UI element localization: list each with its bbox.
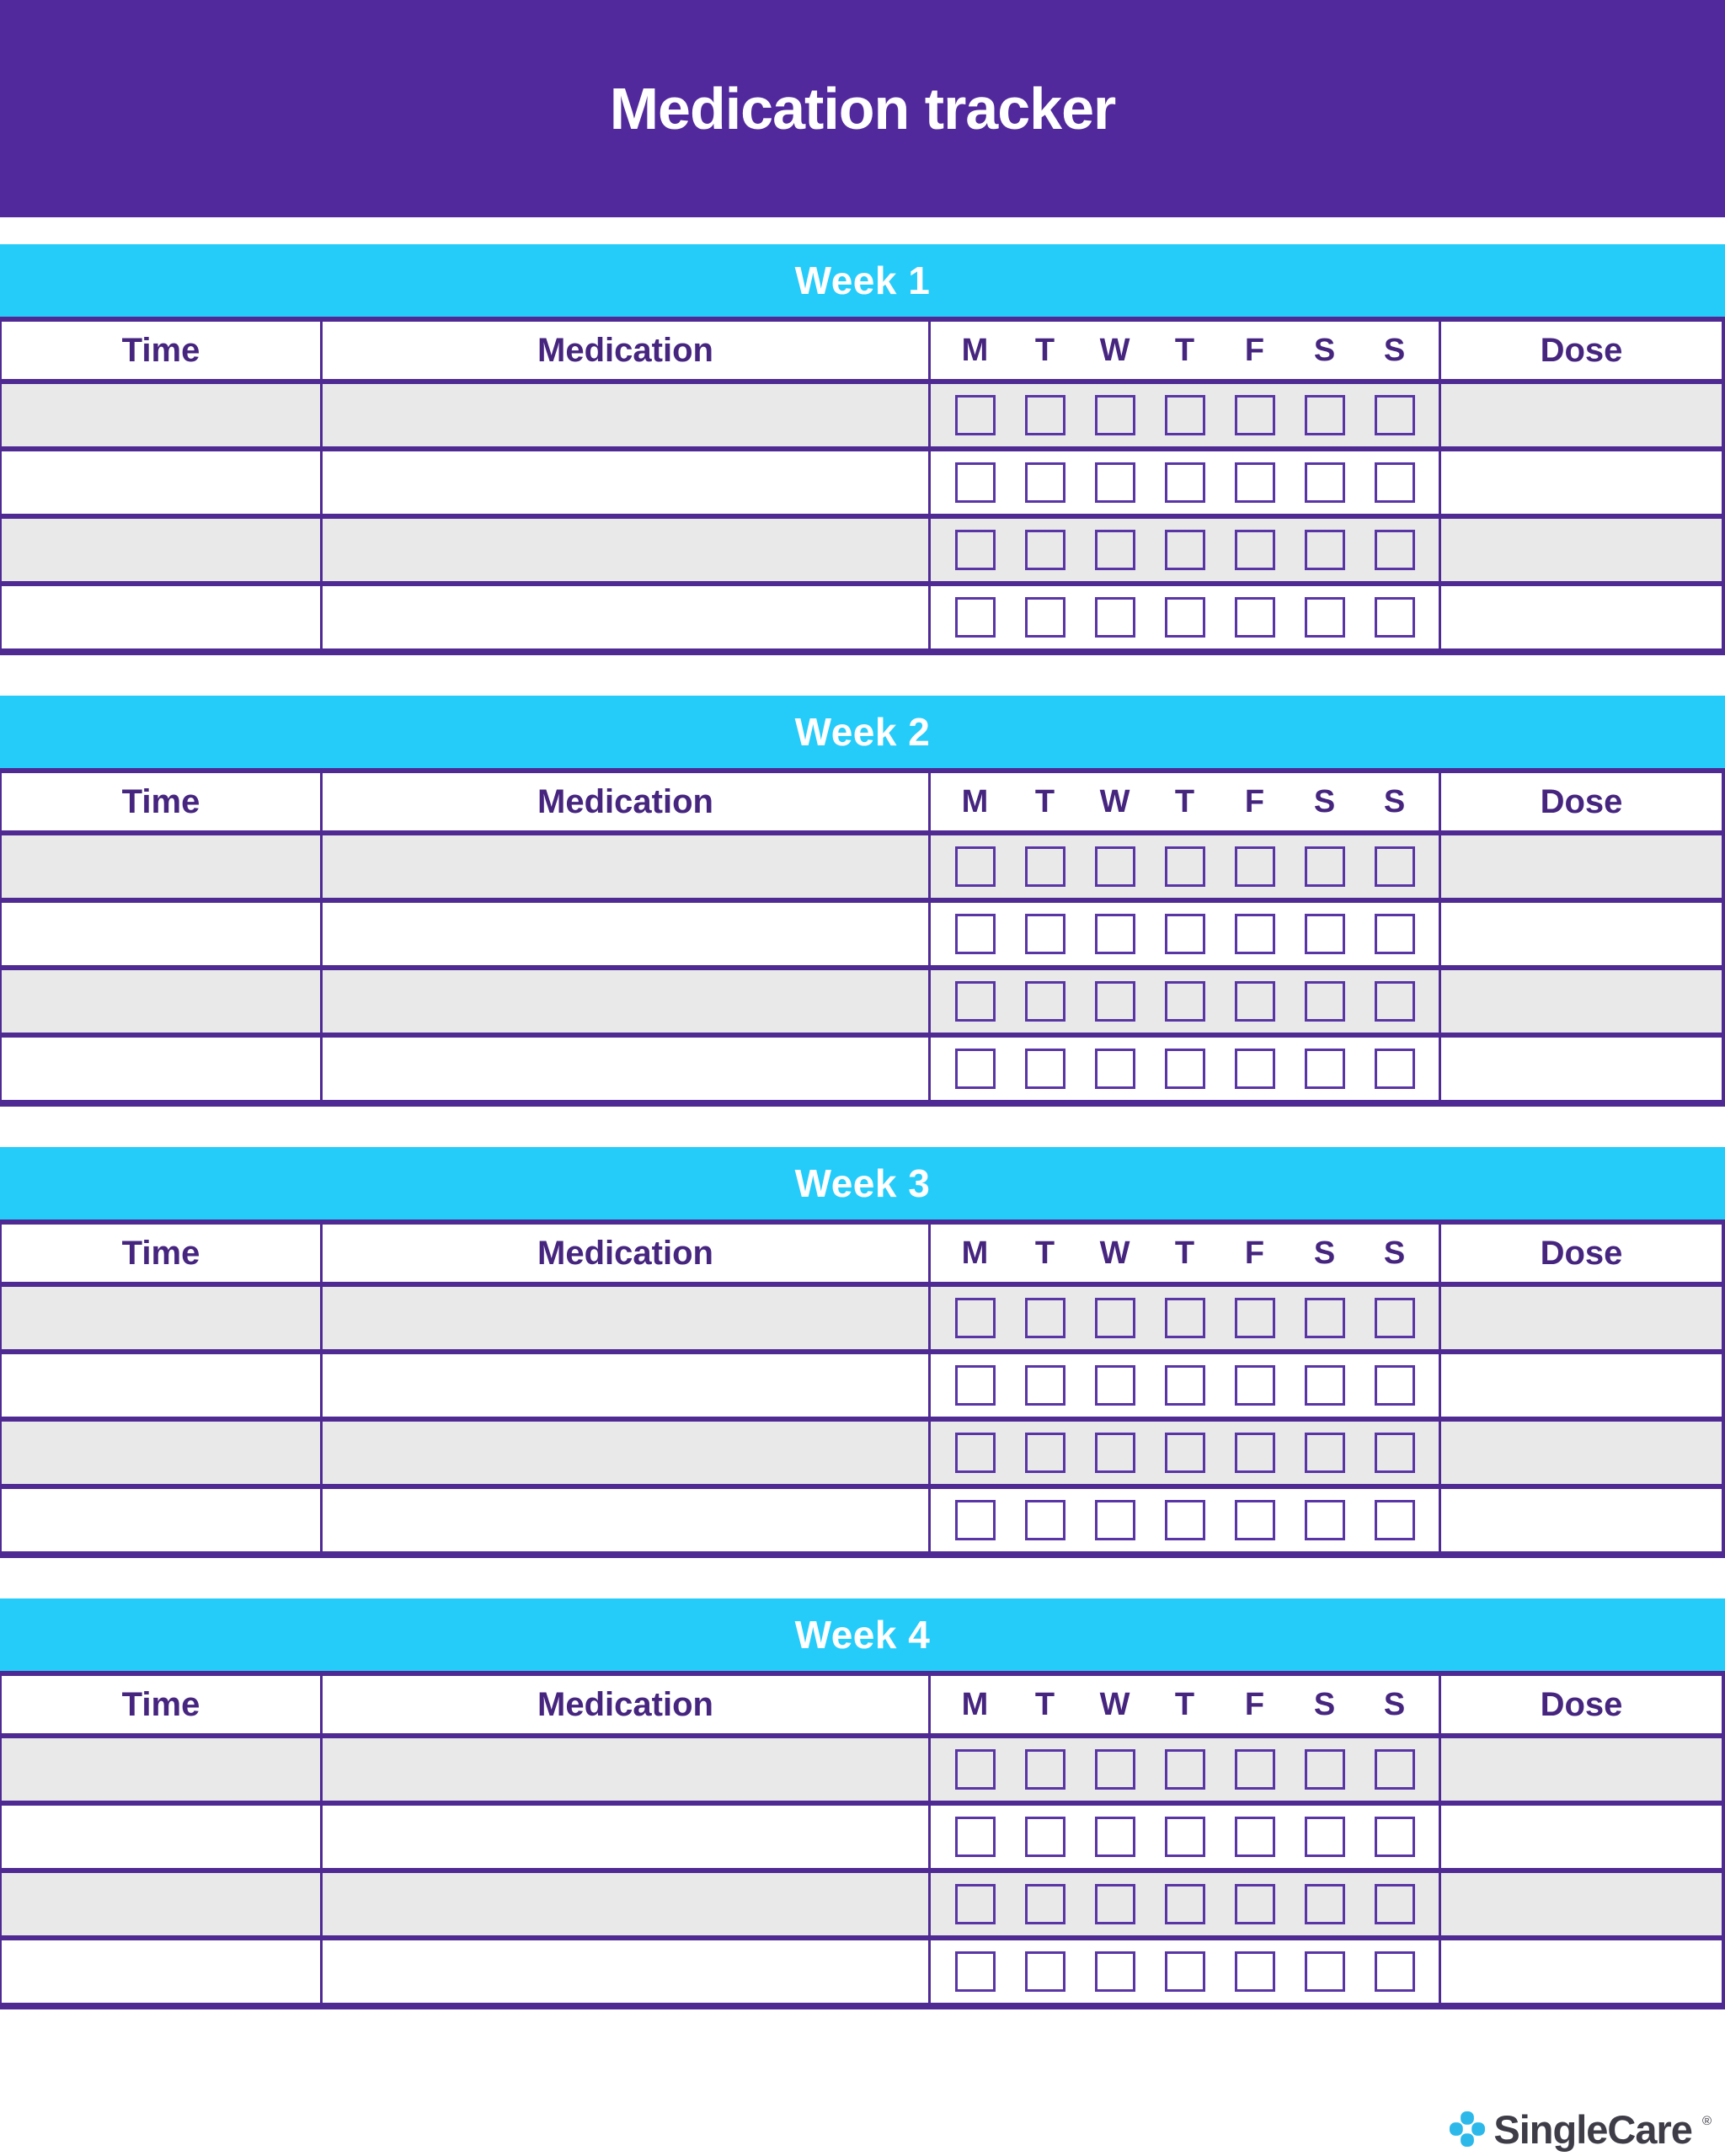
day-checkbox-thu[interactable] <box>1165 1365 1205 1406</box>
day-letter-thu: T <box>1174 1235 1195 1271</box>
table-header-row <box>2 322 1722 379</box>
time-cell[interactable] <box>2 1806 320 1868</box>
medication-cell[interactable] <box>320 519 928 581</box>
medication-cell[interactable] <box>320 1354 928 1417</box>
col-header-days <box>928 773 1439 830</box>
day-checkbox-wed[interactable] <box>1095 846 1135 887</box>
table-row <box>2 1733 1722 1801</box>
day-checkbox-sat[interactable] <box>1305 1884 1345 1924</box>
days-cell <box>928 1940 1439 2003</box>
brand-name: SingleCare <box>1493 2106 1692 2152</box>
day-checkbox-sat[interactable] <box>1305 1817 1345 1857</box>
day-checkbox-thu[interactable] <box>1165 1433 1205 1473</box>
day-checkbox-mon[interactable] <box>955 395 996 435</box>
day-checkbox-fri[interactable] <box>1235 1049 1275 1089</box>
dose-cell[interactable] <box>1439 1873 1722 1935</box>
day-checkbox-tue[interactable] <box>1025 462 1065 503</box>
day-checkbox-tue[interactable] <box>1025 1749 1065 1790</box>
time-cell[interactable] <box>2 586 320 648</box>
day-checkbox-sat[interactable] <box>1305 1433 1345 1473</box>
table-row <box>2 1349 1722 1417</box>
day-checkbox-wed[interactable] <box>1095 1884 1135 1924</box>
day-checkbox-thu[interactable] <box>1165 981 1205 1022</box>
day-checkbox-wed[interactable] <box>1095 530 1135 570</box>
day-checkbox-mon[interactable] <box>955 914 996 954</box>
table-row <box>2 514 1722 581</box>
day-letter-sat: S <box>1313 332 1336 368</box>
day-letter-mon: M <box>961 1235 989 1271</box>
medication-cell[interactable] <box>320 586 928 648</box>
time-cell[interactable] <box>2 519 320 581</box>
day-checkbox-thu[interactable] <box>1165 597 1205 638</box>
footer <box>1450 2107 1712 2151</box>
day-checkbox-wed[interactable] <box>1095 1951 1135 1992</box>
table-row <box>2 1868 1722 1935</box>
medication-cell[interactable] <box>320 1038 928 1100</box>
days-cell <box>928 1806 1439 1868</box>
day-checkbox-fri[interactable] <box>1235 1951 1275 1992</box>
day-checkbox-thu[interactable] <box>1165 462 1205 503</box>
dose-cell[interactable] <box>1439 835 1722 898</box>
col-header-medication: Medication <box>320 322 928 379</box>
day-checkbox-tue[interactable] <box>1025 530 1065 570</box>
medication-cell[interactable] <box>320 1422 928 1484</box>
day-checkbox-mon[interactable] <box>955 1298 996 1338</box>
day-checkbox-thu[interactable] <box>1165 1500 1205 1540</box>
col-header-time: Time <box>121 331 200 369</box>
medication-table <box>0 1676 1725 2009</box>
week-banner <box>0 696 1725 773</box>
day-checkbox-sun[interactable] <box>1375 530 1415 570</box>
table-row <box>2 1801 1722 1868</box>
day-checkbox-tue[interactable] <box>1025 846 1065 887</box>
col-header-time: Time <box>121 782 200 820</box>
medication-table <box>0 773 1725 1107</box>
day-checkbox-mon[interactable] <box>955 846 996 887</box>
day-checkbox-fri[interactable] <box>1235 1500 1275 1540</box>
day-checkbox-fri[interactable] <box>1235 395 1275 435</box>
dose-cell[interactable] <box>1439 1287 1722 1349</box>
day-checkbox-wed[interactable] <box>1095 1049 1135 1089</box>
day-checkbox-thu[interactable] <box>1165 1951 1205 1992</box>
day-checkbox-mon[interactable] <box>955 462 996 503</box>
day-letter-fri: F <box>1244 1686 1265 1722</box>
day-checkbox-mon[interactable] <box>955 1884 996 1924</box>
time-cell[interactable] <box>2 1354 320 1417</box>
day-checkbox-tue[interactable] <box>1025 914 1065 954</box>
day-checkbox-sun[interactable] <box>1375 914 1415 954</box>
day-checkbox-wed[interactable] <box>1095 1365 1135 1406</box>
dose-cell[interactable] <box>1439 1489 1722 1551</box>
table-row <box>2 1484 1722 1551</box>
days-cell <box>928 1873 1439 1935</box>
table-row <box>2 1282 1722 1349</box>
col-header-medication: Medication <box>320 773 928 830</box>
days-cell <box>928 1422 1439 1484</box>
day-checkbox-mon[interactable] <box>955 981 996 1022</box>
day-checkbox-wed[interactable] <box>1095 597 1135 638</box>
day-checkbox-fri[interactable] <box>1235 1817 1275 1857</box>
day-checkbox-sat[interactable] <box>1305 395 1345 435</box>
day-checkbox-wed[interactable] <box>1095 914 1135 954</box>
day-letter-sun: S <box>1383 1235 1406 1271</box>
days-cell <box>928 903 1439 965</box>
day-checkbox-tue[interactable] <box>1025 1298 1065 1338</box>
medication-table <box>0 1225 1725 1558</box>
day-checkbox-sat[interactable] <box>1305 1951 1345 1992</box>
day-checkbox-mon[interactable] <box>955 1817 996 1857</box>
medication-cell[interactable] <box>320 1940 928 2003</box>
day-letter-fri: F <box>1244 783 1265 819</box>
day-checkbox-sat[interactable] <box>1305 1500 1345 1540</box>
time-cell[interactable] <box>2 384 320 446</box>
day-checkbox-thu[interactable] <box>1165 1749 1205 1790</box>
day-letter-mon: M <box>961 1686 989 1722</box>
col-header-time: Time <box>121 1234 200 1272</box>
time-cell[interactable] <box>2 1873 320 1935</box>
dose-cell[interactable] <box>1439 451 1722 514</box>
day-letter-sun: S <box>1383 1686 1406 1722</box>
medication-cell[interactable] <box>320 1287 928 1349</box>
days-cell <box>928 835 1439 898</box>
col-header-dose: Dose <box>1439 322 1722 379</box>
day-checkbox-sat[interactable] <box>1305 914 1345 954</box>
week-section-1 <box>0 244 1725 655</box>
day-checkbox-fri[interactable] <box>1235 530 1275 570</box>
day-checkbox-wed[interactable] <box>1095 1298 1135 1338</box>
table-row <box>2 1033 1722 1100</box>
day-letter-wed: W <box>1099 1686 1130 1722</box>
medication-cell[interactable] <box>320 1738 928 1801</box>
col-header-time: Time <box>121 1685 200 1723</box>
day-checkbox-tue[interactable] <box>1025 1433 1065 1473</box>
dose-cell[interactable] <box>1439 1738 1722 1801</box>
day-letter-sat: S <box>1313 1235 1336 1271</box>
day-checkbox-sun[interactable] <box>1375 1365 1415 1406</box>
week-section-2 <box>0 696 1725 1107</box>
day-checkbox-mon[interactable] <box>955 1049 996 1089</box>
day-checkbox-thu[interactable] <box>1165 1884 1205 1924</box>
day-letter-thu: T <box>1174 332 1195 368</box>
table-row <box>2 379 1722 446</box>
day-checkbox-fri[interactable] <box>1235 1298 1275 1338</box>
day-letter-mon: M <box>961 783 989 819</box>
day-checkbox-fri[interactable] <box>1235 597 1275 638</box>
day-checkbox-mon[interactable] <box>955 1500 996 1540</box>
table-row <box>2 898 1722 965</box>
table-row <box>2 1417 1722 1484</box>
day-checkbox-sat[interactable] <box>1305 1049 1345 1089</box>
day-checkbox-thu[interactable] <box>1165 914 1205 954</box>
day-letter-sat: S <box>1313 1686 1336 1722</box>
day-checkbox-mon[interactable] <box>955 597 996 638</box>
medication-cell[interactable] <box>320 903 928 965</box>
day-checkbox-sun[interactable] <box>1375 1500 1415 1540</box>
day-checkbox-sat[interactable] <box>1305 530 1345 570</box>
week-label: Week 1 <box>794 259 931 302</box>
day-letter-sun: S <box>1383 783 1406 819</box>
day-letter-thu: T <box>1174 1686 1195 1722</box>
day-checkbox-wed[interactable] <box>1095 462 1135 503</box>
day-checkbox-sun[interactable] <box>1375 981 1415 1022</box>
day-letter-tue: T <box>1034 1235 1055 1271</box>
medication-cell[interactable] <box>320 451 928 514</box>
day-checkbox-tue[interactable] <box>1025 1817 1065 1857</box>
medication-cell[interactable] <box>320 1489 928 1551</box>
day-checkbox-fri[interactable] <box>1235 1884 1275 1924</box>
day-checkbox-tue[interactable] <box>1025 1365 1065 1406</box>
time-cell[interactable] <box>2 970 320 1033</box>
week-banner <box>0 244 1725 322</box>
day-checkbox-sun[interactable] <box>1375 1049 1415 1089</box>
days-cell <box>928 586 1439 648</box>
col-header-days <box>928 322 1439 379</box>
day-checkbox-wed[interactable] <box>1095 1817 1135 1857</box>
time-cell[interactable] <box>2 451 320 514</box>
medication-cell[interactable] <box>320 1806 928 1868</box>
time-cell[interactable] <box>2 1738 320 1801</box>
day-checkbox-sat[interactable] <box>1305 981 1345 1022</box>
days-cell <box>928 519 1439 581</box>
days-cell <box>928 1489 1439 1551</box>
day-letter-fri: F <box>1244 1235 1265 1271</box>
table-header-row <box>2 773 1722 830</box>
week-label: Week 2 <box>794 710 931 754</box>
time-cell[interactable] <box>2 1940 320 2003</box>
table-header-row <box>2 1225 1722 1282</box>
day-letter-mon: M <box>961 332 989 368</box>
col-header-dose: Dose <box>1439 1225 1722 1282</box>
day-checkbox-sun[interactable] <box>1375 1951 1415 1992</box>
day-letter-fri: F <box>1244 332 1265 368</box>
day-checkbox-thu[interactable] <box>1165 530 1205 570</box>
day-checkbox-fri[interactable] <box>1235 846 1275 887</box>
table-row <box>2 446 1722 514</box>
day-checkbox-tue[interactable] <box>1025 1049 1065 1089</box>
day-checkbox-sat[interactable] <box>1305 1298 1345 1338</box>
day-letter-wed: W <box>1099 1235 1130 1271</box>
day-checkbox-sat[interactable] <box>1305 1365 1345 1406</box>
medication-cell[interactable] <box>320 1873 928 1935</box>
col-header-days <box>928 1225 1439 1282</box>
day-checkbox-sat[interactable] <box>1305 1749 1345 1790</box>
day-letter-tue: T <box>1034 783 1055 819</box>
dose-cell[interactable] <box>1439 1422 1722 1484</box>
time-cell[interactable] <box>2 835 320 898</box>
day-checkbox-sun[interactable] <box>1375 1884 1415 1924</box>
day-checkbox-fri[interactable] <box>1235 1749 1275 1790</box>
day-checkbox-tue[interactable] <box>1025 1500 1065 1540</box>
day-checkbox-wed[interactable] <box>1095 395 1135 435</box>
medication-cell[interactable] <box>320 384 928 446</box>
col-header-days <box>928 1676 1439 1733</box>
day-checkbox-mon[interactable] <box>955 1433 996 1473</box>
day-checkbox-tue[interactable] <box>1025 395 1065 435</box>
medication-table <box>0 322 1725 655</box>
day-checkbox-tue[interactable] <box>1025 1884 1065 1924</box>
table-header-row <box>2 1676 1722 1733</box>
day-checkbox-sat[interactable] <box>1305 597 1345 638</box>
day-checkbox-thu[interactable] <box>1165 1817 1205 1857</box>
days-cell <box>928 384 1439 446</box>
dose-cell[interactable] <box>1439 1806 1722 1868</box>
weeks-container <box>0 244 1725 2009</box>
days-cell <box>928 1354 1439 1417</box>
time-cell[interactable] <box>2 1489 320 1551</box>
table-row <box>2 965 1722 1033</box>
day-checkbox-wed[interactable] <box>1095 1749 1135 1790</box>
day-letter-wed: W <box>1099 783 1130 819</box>
day-checkbox-sun[interactable] <box>1375 1298 1415 1338</box>
day-checkbox-mon[interactable] <box>955 530 996 570</box>
day-checkbox-fri[interactable] <box>1235 1365 1275 1406</box>
week-section-3 <box>0 1147 1725 1558</box>
dose-cell[interactable] <box>1439 586 1722 648</box>
singlecare-logo-icon <box>1450 2111 1485 2147</box>
day-checkbox-sun[interactable] <box>1375 1433 1415 1473</box>
dose-cell[interactable] <box>1439 384 1722 446</box>
day-checkbox-mon[interactable] <box>955 1365 996 1406</box>
days-cell <box>928 1287 1439 1349</box>
table-row <box>2 830 1722 898</box>
day-checkbox-mon[interactable] <box>955 1749 996 1790</box>
medication-cell[interactable] <box>320 970 928 1033</box>
day-checkbox-thu[interactable] <box>1165 395 1205 435</box>
day-checkbox-wed[interactable] <box>1095 1500 1135 1540</box>
day-letter-sat: S <box>1313 783 1336 819</box>
table-row <box>2 581 1722 648</box>
col-header-medication: Medication <box>320 1676 928 1733</box>
col-header-dose: Dose <box>1439 1676 1722 1733</box>
day-letter-tue: T <box>1034 1686 1055 1722</box>
days-cell <box>928 1038 1439 1100</box>
day-letter-tue: T <box>1034 332 1055 368</box>
week-label: Week 4 <box>794 1613 931 1657</box>
days-cell <box>928 970 1439 1033</box>
day-checkbox-tue[interactable] <box>1025 1951 1065 1992</box>
day-checkbox-thu[interactable] <box>1165 1049 1205 1089</box>
day-checkbox-wed[interactable] <box>1095 981 1135 1022</box>
week-banner <box>0 1598 1725 1676</box>
time-cell[interactable] <box>2 1422 320 1484</box>
day-letter-wed: W <box>1099 332 1130 368</box>
dose-cell[interactable] <box>1439 1940 1722 2003</box>
day-checkbox-sat[interactable] <box>1305 846 1345 887</box>
week-label: Week 3 <box>794 1161 931 1205</box>
day-checkbox-fri[interactable] <box>1235 914 1275 954</box>
day-checkbox-mon[interactable] <box>955 1951 996 1992</box>
col-header-medication: Medication <box>320 1225 928 1282</box>
day-checkbox-sun[interactable] <box>1375 597 1415 638</box>
registered-mark: ® <box>1701 2114 1712 2128</box>
dose-cell[interactable] <box>1439 970 1722 1033</box>
day-checkbox-sun[interactable] <box>1375 1749 1415 1790</box>
day-checkbox-sun[interactable] <box>1375 395 1415 435</box>
page-title: Medication tracker <box>609 76 1116 141</box>
day-checkbox-fri[interactable] <box>1235 1433 1275 1473</box>
day-checkbox-thu[interactable] <box>1165 846 1205 887</box>
day-letter-sun: S <box>1383 332 1406 368</box>
week-section-4 <box>0 1598 1725 2009</box>
day-checkbox-wed[interactable] <box>1095 1433 1135 1473</box>
day-checkbox-sun[interactable] <box>1375 1817 1415 1857</box>
day-checkbox-tue[interactable] <box>1025 597 1065 638</box>
day-checkbox-fri[interactable] <box>1235 462 1275 503</box>
time-cell[interactable] <box>2 1287 320 1349</box>
day-checkbox-sat[interactable] <box>1305 462 1345 503</box>
day-checkbox-sun[interactable] <box>1375 846 1415 887</box>
day-checkbox-tue[interactable] <box>1025 981 1065 1022</box>
dose-cell[interactable] <box>1439 903 1722 965</box>
dose-cell[interactable] <box>1439 1038 1722 1100</box>
week-banner <box>0 1147 1725 1225</box>
days-cell <box>928 1738 1439 1801</box>
medication-cell[interactable] <box>320 835 928 898</box>
time-cell[interactable] <box>2 903 320 965</box>
days-cell <box>928 451 1439 514</box>
title-bar <box>0 0 1725 217</box>
dose-cell[interactable] <box>1439 519 1722 581</box>
day-letter-thu: T <box>1174 783 1195 819</box>
table-row <box>2 1935 1722 2003</box>
time-cell[interactable] <box>2 1038 320 1100</box>
dose-cell[interactable] <box>1439 1354 1722 1417</box>
day-checkbox-fri[interactable] <box>1235 981 1275 1022</box>
col-header-dose: Dose <box>1439 773 1722 830</box>
day-checkbox-thu[interactable] <box>1165 1298 1205 1338</box>
day-checkbox-sun[interactable] <box>1375 462 1415 503</box>
